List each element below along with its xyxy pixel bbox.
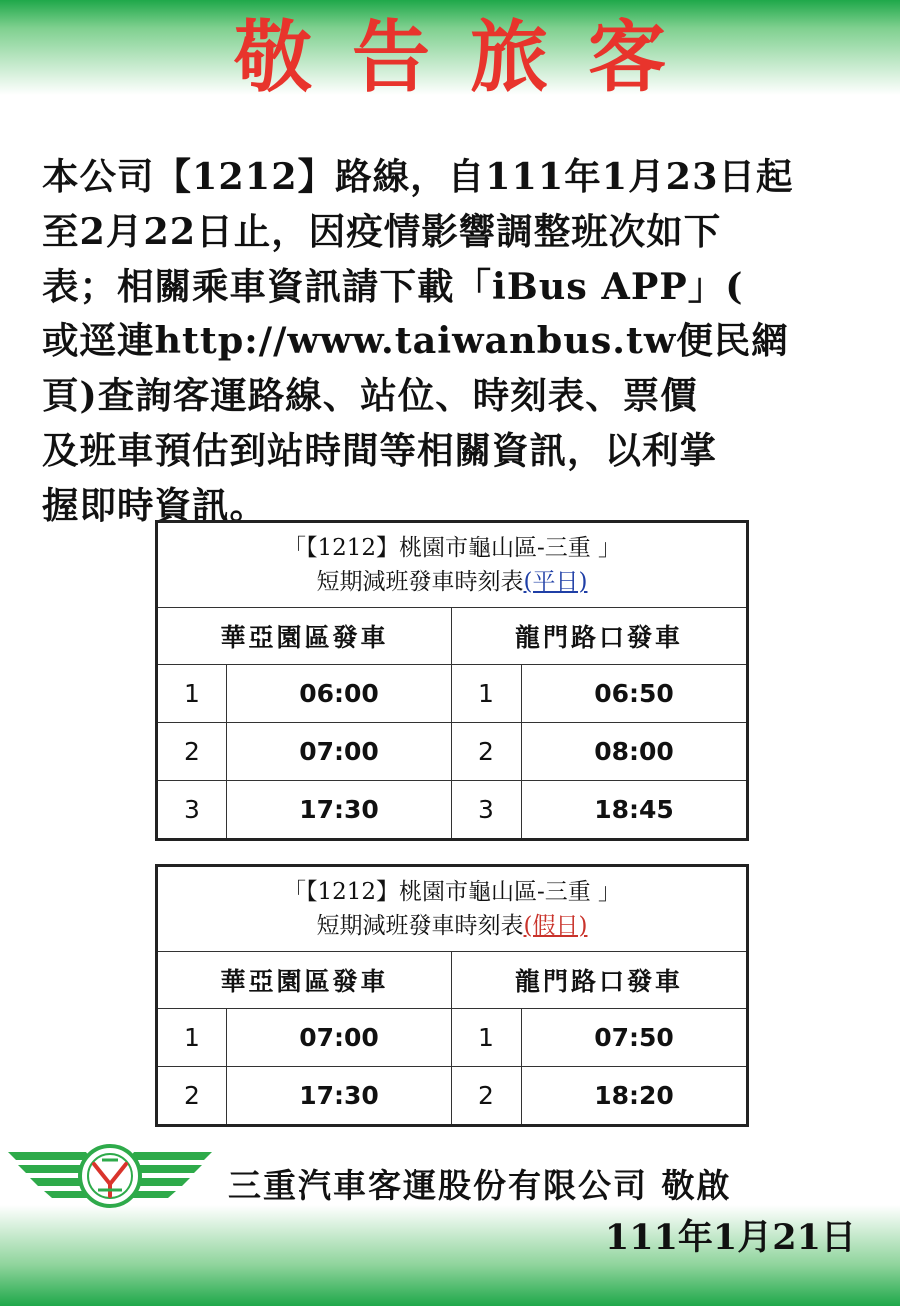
column-header-a: 華亞園區發車: [157, 952, 452, 1009]
column-header-a: 華亞園區發車: [157, 608, 452, 665]
run-number: 2: [452, 723, 522, 781]
departure-time: 18:45: [522, 781, 748, 840]
run-number: 2: [157, 723, 227, 781]
table-row: [157, 781, 748, 840]
run-number: 2: [157, 1067, 227, 1126]
departure-time: 08:00: [522, 723, 748, 781]
departure-time: 18:20: [522, 1067, 748, 1126]
run-number: 1: [452, 665, 522, 723]
run-number: 1: [452, 1009, 522, 1067]
column-header-b: 龍門路口發車: [452, 608, 748, 665]
holiday-tag: (假日): [523, 913, 588, 939]
departure-time: 07:00: [227, 723, 452, 781]
timetable-subtitle: 短期減班發車時刻表(平日): [316, 569, 588, 595]
notice-line: 或逕連http://www.taiwanbus.tw便民網: [42, 319, 789, 363]
notice-line: 頁)查詢客運路線、站位、時刻表、票價: [42, 374, 698, 418]
timetable-header: [157, 522, 748, 608]
departure-time: 17:30: [227, 781, 452, 840]
route-line: 「【1212】桃園市龜山區-三重 」: [282, 535, 622, 561]
route-line: 「【1212】桃園市龜山區-三重 」: [282, 879, 622, 905]
departure-time: 07:00: [227, 1009, 452, 1067]
timetable-header: [157, 866, 748, 952]
company-logo: [8, 1140, 212, 1210]
notice-date: 111年1月21日: [604, 1217, 856, 1258]
run-number: 1: [157, 1009, 227, 1067]
departure-time: 06:00: [227, 665, 452, 723]
table-row: [157, 723, 748, 781]
table-row: [157, 1067, 748, 1126]
company-signature: 三重汽車客運股份有限公司 敬啟: [228, 1166, 732, 1205]
departure-time: 06:50: [522, 665, 748, 723]
timetable-subtitle: 短期減班發車時刻表(假日): [316, 913, 588, 939]
notice-line: 及班車預估到站時間等相關資訊，以利掌: [42, 428, 717, 472]
run-number: 1: [157, 665, 227, 723]
departure-time: 07:50: [522, 1009, 748, 1067]
table-row: [157, 1009, 748, 1067]
run-number: 3: [452, 781, 522, 840]
table-row: [157, 665, 748, 723]
notice-line: 至2月22日止，因疫情影響調整班次如下: [42, 209, 722, 253]
weekday-timetable: [155, 520, 749, 841]
weekday-tag: (平日): [523, 569, 588, 595]
run-number: 2: [452, 1067, 522, 1126]
run-number: 3: [157, 781, 227, 840]
notice-line: 本公司【1212】路線，自111年1月23日起: [42, 155, 794, 198]
departure-time: 17:30: [227, 1067, 452, 1126]
notice-line: 握即時資訊。: [42, 483, 267, 527]
notice-body: [42, 150, 862, 534]
column-header-b: 龍門路口發車: [452, 952, 748, 1009]
holiday-timetable: [155, 864, 749, 1127]
notice-title: 敬告旅客: [233, 12, 706, 103]
notice-line: 表；相關乘車資訊請下載「iBus APP」(: [42, 264, 744, 308]
